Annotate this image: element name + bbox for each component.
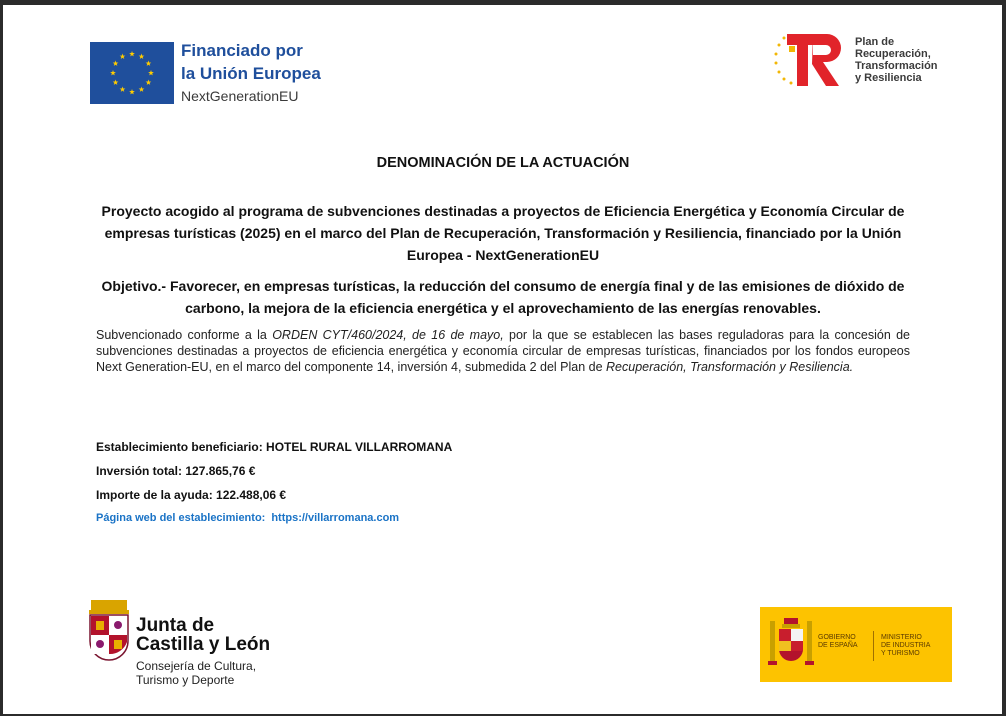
website-label: Página web del establecimiento:	[96, 512, 266, 524]
divider	[873, 631, 874, 661]
spain-coat-of-arms-icon	[768, 615, 814, 673]
ministerio-line-3: Y TURISMO	[881, 650, 920, 657]
beneficiary-line: Establecimiento beneficiario: HOTEL RURAL VILLARROMANA	[96, 440, 453, 454]
gobierno-text	[818, 634, 868, 650]
eu-line-1: Financiado por	[181, 41, 303, 60]
junta-line-1: Junta de	[136, 615, 215, 636]
grant-text	[96, 327, 910, 375]
eu-flag-icon	[90, 42, 174, 104]
grant-prefix: Subvencionado conforme a la	[96, 328, 273, 342]
prtr-line-4: y Resiliencia	[855, 72, 922, 84]
grant-middle: por la que se establecen las bases reguladoras para la concesión de subvenciones destinadas a proyectos de eficiencia energética y economía circular de empresas turísticas, financiados por los fondos europeos Next Generation-EU, en el marco del componente 14, inversión 4, submedida 2 del Plan de	[96, 328, 910, 374]
grant-plan-ref: Recuperación, Transformación y Resiliencia.	[606, 360, 854, 374]
eu-line-3: NextGenerationEU	[181, 88, 299, 104]
junta-shield-icon	[87, 600, 131, 662]
gobierno-line-1: GOBIERNO	[818, 634, 856, 641]
prtr-line-3: Transformación	[855, 60, 938, 72]
page-title: DENOMINACIÓN DE LA ACTUACIÓN	[376, 155, 630, 171]
eu-funding-logo	[181, 39, 321, 108]
investment-line: Inversión total: 127.865,76 €	[96, 464, 256, 478]
website-link[interactable]: https://villarromana.com	[271, 512, 400, 524]
project-description: Proyecto acogido al programa de subvenciones destinadas a proyectos de Eficiencia Energética y Economía Circular de empresas turísticas (2025) en el marco del Plan de Recuperación, Transformación y Resiliencia, financiado por la Unión Europea - NextGenerationEU	[101, 203, 905, 263]
junta-line-2: Castilla y León	[136, 634, 271, 655]
website-line	[96, 512, 399, 524]
junta-line-4: Turismo y Deporte	[136, 673, 235, 687]
grant-order-ref: ORDEN CYT/460/2024, de 16 de mayo,	[272, 328, 510, 342]
aid-amount-line: Importe de la ayuda: 122.488,06 €	[96, 488, 287, 502]
prtr-line-1: Plan de	[855, 36, 895, 48]
objective-text: Objetivo.- Favorecer, en empresas turísticas, la reducción del consumo de energía final y de las emisiones de dióxido de carbono, la mejora de la eficiencia energética y el aprovechamiento de las energías renovables.	[101, 278, 905, 316]
ministerio-text	[881, 634, 945, 658]
gobierno-line-2: DE ESPAÑA	[818, 642, 858, 649]
prtr-logo-text	[855, 36, 938, 84]
junta-logo-text	[136, 616, 270, 687]
prtr-line-2: Recuperación,	[855, 48, 931, 60]
eu-line-2: la Unión Europea	[181, 64, 321, 83]
prtr-logo-icon	[773, 32, 847, 88]
ministerio-line-2: DE INDUSTRIA	[881, 642, 931, 649]
gobierno-espana-logo	[760, 607, 952, 682]
ministerio-line-1: MINISTERIO	[881, 634, 922, 641]
junta-line-3: Consejería de Cultura,	[136, 659, 257, 673]
